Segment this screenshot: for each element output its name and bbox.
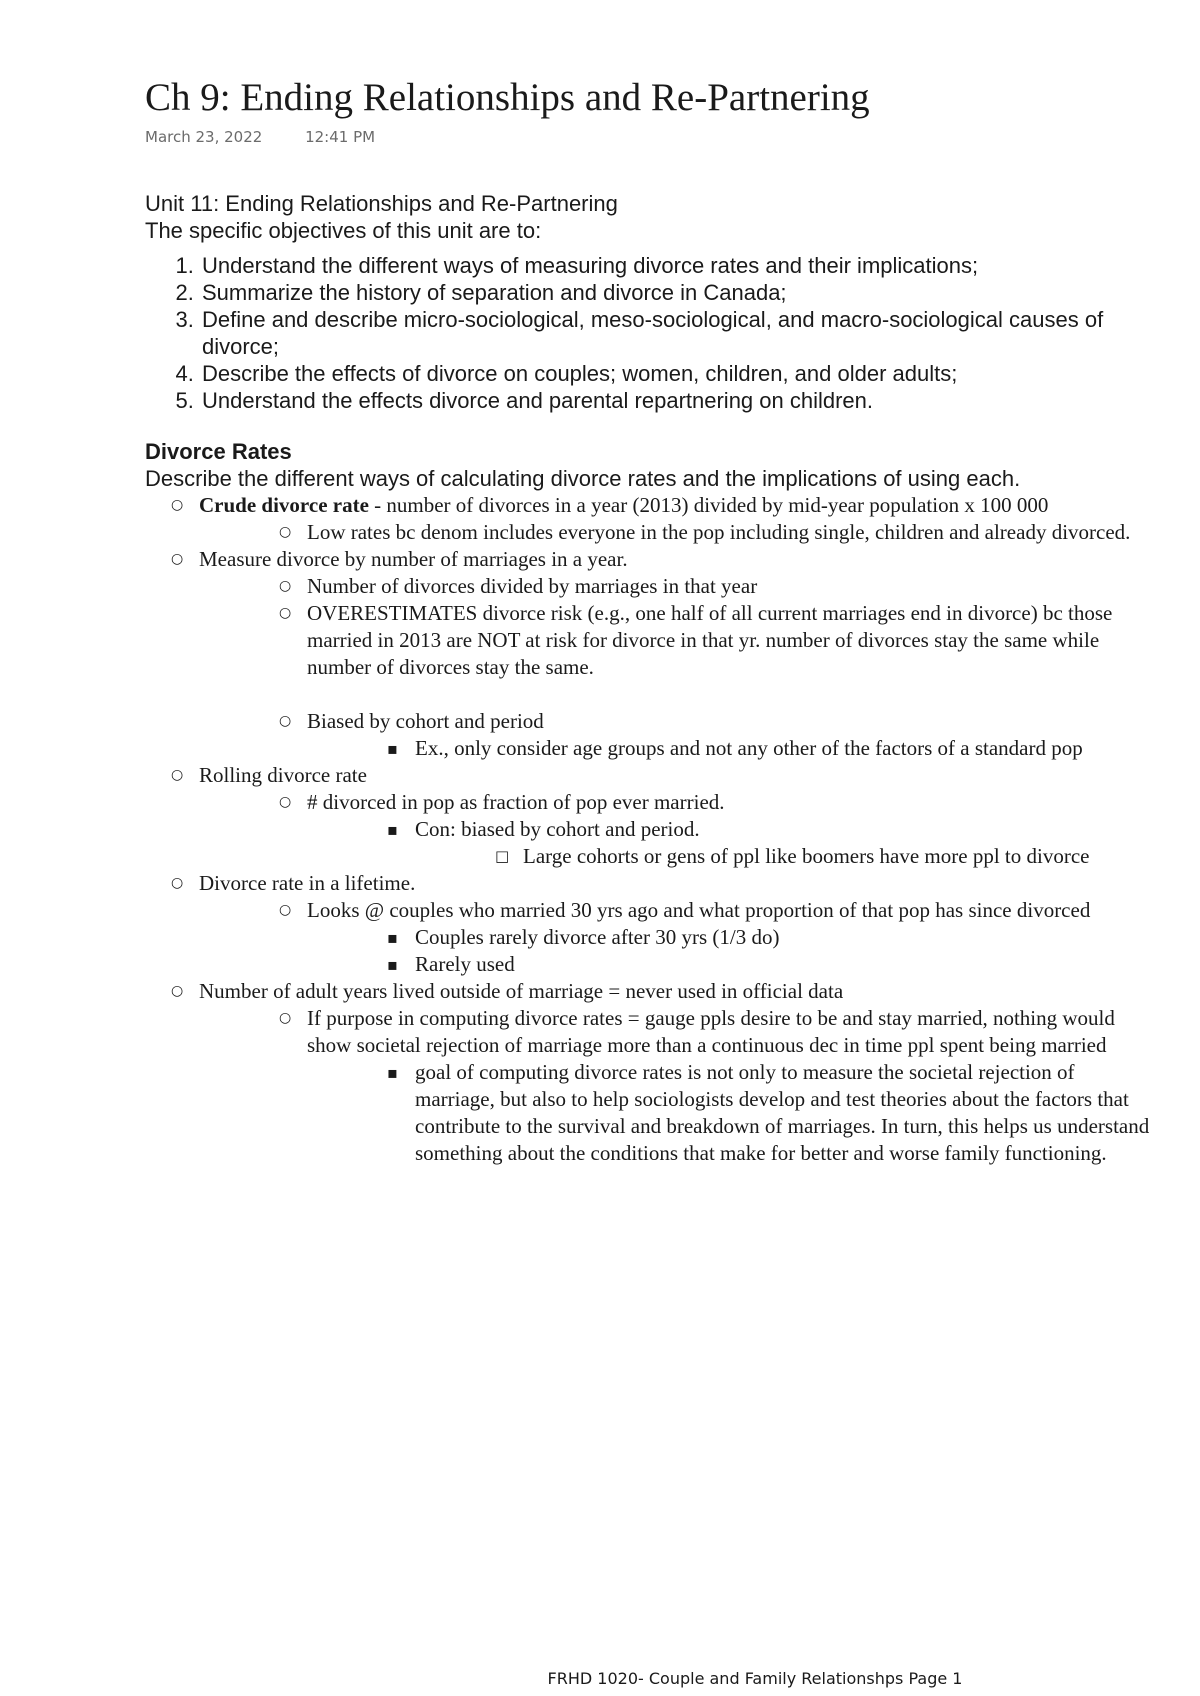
objective-item: 2. Summarize the history of separation and divorce in Canada;: [200, 279, 1155, 306]
biased-text: Biased by cohort and period: [307, 709, 544, 733]
list-item: ○ Number of divorces divided by marriages in that year: [253, 573, 1155, 600]
blank-line: [253, 681, 1155, 708]
note-page: [145, 72, 1155, 1167]
objectives-intro: The specific objectives of this unit are to:: [145, 218, 542, 243]
list-item: □ Large cohorts or gens of ppl like boomers have more ppl to divorce: [469, 843, 1155, 870]
page-title: Ch 9: Ending Relationships and Re-Partnering: [145, 76, 870, 119]
list-item: ○ OVERESTIMATES divorce risk (e.g., one half of all current marriages end in divorce) bc those married in 2013 are NOT at risk for divorce in that yr. number of divorces stay the same while number of divorces stay the same.: [253, 600, 1155, 681]
list-item: ▪ Rarely used: [361, 951, 1155, 978]
rolling-text: Rolling divorce rate: [199, 763, 367, 787]
crude-definition: - number of divorces in a year (2013) divided by mid-year population x 100 000: [368, 493, 1049, 517]
adult-years-text: Number of adult years lived outside of marriage = never used in official data: [199, 979, 844, 1003]
term-crude-divorce-rate: Crude divorce rate: [199, 493, 369, 517]
note-date: March 23, 2022: [145, 128, 263, 146]
unit-line: Unit 11: Ending Relationships and Re-Partnering: [145, 191, 618, 216]
lifetime-sub-text: Looks @ couples who married 30 yrs ago and what proportion of that pop has since divorced: [307, 898, 1091, 922]
list-item: [145, 546, 1155, 762]
list-item: [253, 789, 1155, 870]
objectives-list: [145, 252, 1155, 414]
list-item: [253, 1005, 1155, 1167]
list-item: [145, 870, 1155, 978]
rolling-sub-text: # divorced in pop as fraction of pop ever married.: [307, 790, 725, 814]
objective-item: 5. Understand the effects divorce and parental repartnering on children.: [200, 387, 1155, 414]
page-footer: FRHD 1020- Couple and Family Relationshps Page 1: [547, 1669, 963, 1688]
list-item: ▪ Ex., only consider age groups and not any other of the factors of a standard pop: [361, 735, 1155, 762]
adult-sub-text: If purpose in computing divorce rates = gauge ppls desire to be and stay married, nothing would show societal rejection of marriage more than a continuous dec in time ppl spent being married: [307, 1006, 1115, 1057]
outline-list: [145, 492, 1155, 1167]
list-item: [253, 708, 1155, 762]
list-item: [361, 816, 1155, 870]
note-meta: [145, 128, 1155, 146]
list-item: [145, 762, 1155, 870]
note-time: 12:41 PM: [305, 128, 376, 146]
section-intro: Describe the different ways of calculating divorce rates and the implications of using each.: [145, 466, 1021, 491]
objective-item: 3. Define and describe micro-sociological, meso-sociological, and macro-sociological causes of divorce;: [200, 306, 1155, 360]
objective-item: 1. Understand the different ways of measuring divorce rates and their implications;: [200, 252, 1155, 279]
objective-item: 4. Describe the effects of divorce on couples; women, children, and older adults;: [200, 360, 1155, 387]
list-item: [145, 978, 1155, 1167]
list-item: ○ Low rates bc denom includes everyone in the pop including single, children and already divorced.: [253, 519, 1155, 546]
list-item: ▪ goal of computing divorce rates is not only to measure the societal rejection of marriage, but also to help sociologists develop and test theories about the factors that contribute to the survival and breakdown of marriages. In turn, this helps us understand something about the conditions that make for better and worse family functioning.: [361, 1059, 1155, 1167]
rolling-con-text: Con: biased by cohort and period.: [415, 817, 700, 841]
list-item: [145, 492, 1155, 546]
list-item: [253, 897, 1155, 978]
section-heading: Divorce Rates: [145, 439, 292, 464]
measure-text: Measure divorce by number of marriages in a year.: [199, 547, 628, 571]
lifetime-text: Divorce rate in a lifetime.: [199, 871, 416, 895]
list-item: ▪ Couples rarely divorce after 30 yrs (1/3 do): [361, 924, 1155, 951]
